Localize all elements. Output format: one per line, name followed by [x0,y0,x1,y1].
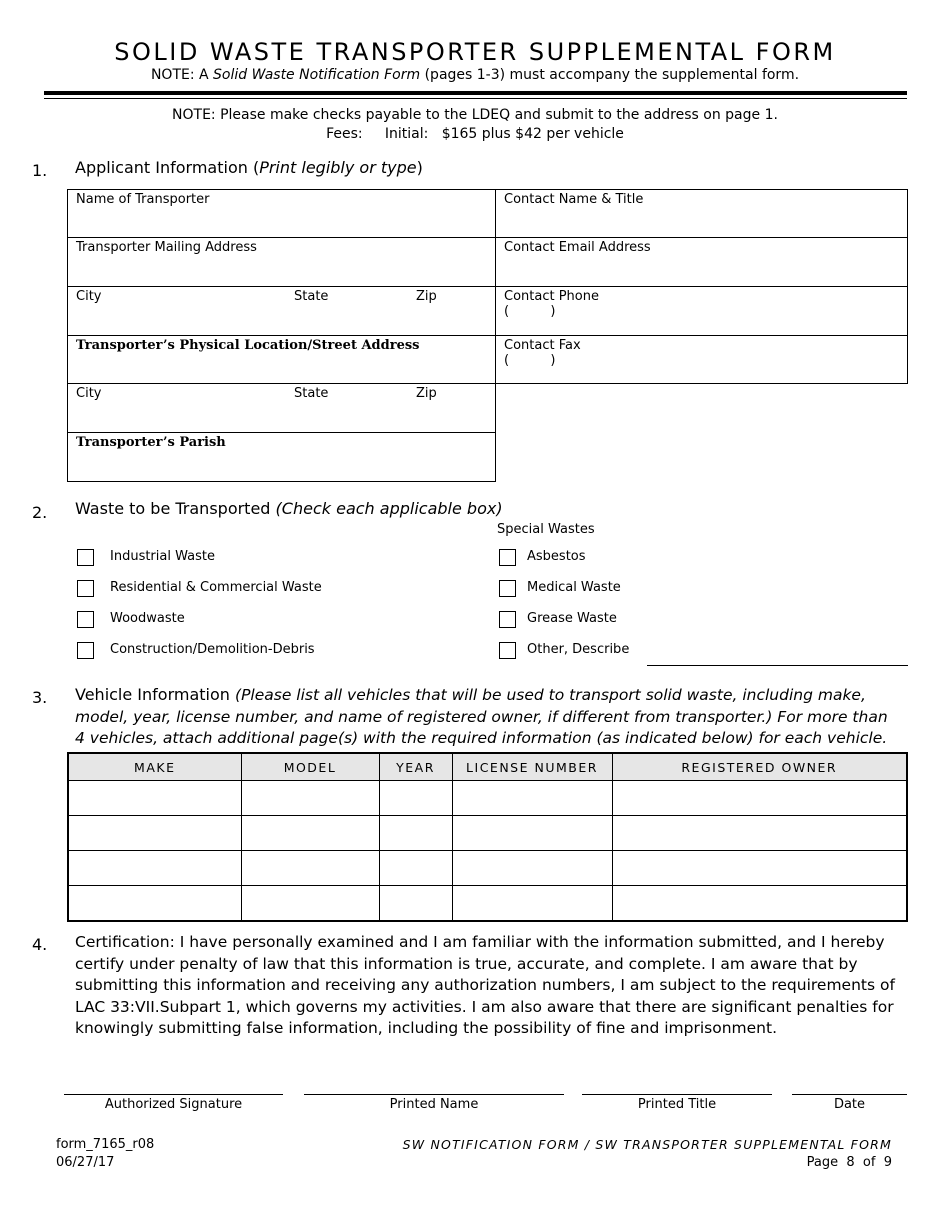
license-cell[interactable] [452,851,612,886]
physical-city-state-zip-field[interactable]: City State Zip [67,383,496,433]
model-cell[interactable] [241,816,379,851]
header-rule-thick [44,91,907,95]
section2-number: 2. [32,503,48,522]
license-cell[interactable] [452,781,612,816]
checkbox-other[interactable] [499,642,516,659]
model-cell[interactable] [241,851,379,886]
header-rule-thin [44,98,907,99]
year-cell[interactable] [379,886,452,922]
model-cell[interactable] [241,886,379,922]
table-row [68,816,907,851]
label-residential-commercial-waste: Residential & Commercial Waste [110,580,322,595]
checkbox-construction-demolition-debris[interactable] [77,642,94,659]
column-registered-owner: REGISTERED OWNER [612,753,907,781]
column-model: MODEL [241,753,379,781]
year-cell[interactable] [379,816,452,851]
license-cell[interactable] [452,886,612,922]
table-row [68,781,907,816]
section3-heading: Vehicle Information (Please list all vehicles that will be used to transport solid waste, including make, model, year, license number, and name of registered owner, if different from transporter.) For more than 4 vehicles, attach additional page(s) with the required information (as indicated below) for each vehicle. [75,685,888,747]
physical-address-field[interactable]: Transporter’s Physical Location/Street Address [67,335,496,384]
contact-fax-field[interactable]: Contact Fax ( ) [495,335,908,384]
payment-note [0,106,950,144]
certification-text: Certification: I have personally examined and I am familiar with the information submitted, and I hereby certify under penalty of law that this information is true, accurate, and complete. I am aware that by submitting this information and receiving any authorization numbers, I am subject to the requirements of LAC 33:VII.Subpart 1, which governs my activities. I am also aware that there are significant penalties for knowingly submitting false information, including the possibility of fine and imprisonment. [75,933,895,1037]
model-cell[interactable] [241,781,379,816]
checkbox-grease-waste[interactable] [499,611,516,628]
license-cell[interactable] [452,816,612,851]
make-cell[interactable] [68,851,241,886]
transporter-name-field[interactable]: Name of Transporter [67,189,496,238]
mailing-city-state-zip-field[interactable]: City State Zip [67,286,496,336]
parish-field[interactable]: Transporter’s Parish [67,432,496,482]
signature-line[interactable] [64,1094,283,1095]
form-title: SOLID WASTE TRANSPORTER SUPPLEMENTAL FORM [114,38,836,66]
make-cell[interactable] [68,886,241,922]
table-row [68,851,907,886]
contact-name-field[interactable]: Contact Name & Title [495,189,908,238]
make-cell[interactable] [68,781,241,816]
section3-number: 3. [32,688,48,707]
checkbox-industrial-waste[interactable] [77,549,94,566]
page-number: Page 8 of 9 [806,1155,892,1170]
label-construction-demolition-debris: Construction/Demolition-Debris [110,642,315,657]
checkbox-medical-waste[interactable] [499,580,516,597]
label-asbestos: Asbestos [527,549,586,564]
label-authorized-signature: Authorized Signature [104,1097,243,1112]
make-cell[interactable] [68,816,241,851]
special-wastes-heading: Special Wastes [497,522,595,537]
mailing-address-field[interactable]: Transporter Mailing Address [67,237,496,287]
contact-phone-field[interactable]: Contact Phone ( ) [495,286,908,336]
year-cell[interactable] [379,781,452,816]
footer-form-title: SW NOTIFICATION FORM / SW TRANSPORTER SUPPLEMENTAL FORM [402,1137,892,1152]
checkbox-woodwaste[interactable] [77,611,94,628]
owner-cell[interactable] [612,886,907,922]
column-year: YEAR [379,753,452,781]
label-grease-waste: Grease Waste [527,611,617,626]
section1-heading: Applicant Information (Print legibly or type) [75,158,423,177]
label-date: Date [833,1097,866,1112]
form-date: 06/27/17 [56,1155,115,1170]
column-make: MAKE [68,753,241,781]
other-describe-line[interactable] [647,665,908,666]
section2-heading: Waste to be Transported (Check each applicable box) [75,499,503,518]
contact-email-field[interactable]: Contact Email Address [495,237,908,287]
section1-number: 1. [32,161,48,180]
label-printed-title: Printed Title [637,1097,717,1112]
section4-number: 4. [32,935,48,954]
column-license-number: LICENSE NUMBER [452,753,612,781]
payment-instructions: NOTE: Please make checks payable to the LDEQ and submit to the address on page 1. [172,107,778,123]
date-line[interactable] [792,1094,907,1095]
owner-cell[interactable] [612,816,907,851]
vehicle-table [67,752,908,922]
checkbox-asbestos[interactable] [499,549,516,566]
printed-title-line[interactable] [582,1094,772,1095]
notification-note: NOTE: A Solid Waste Notification Form (pages 1-3) must accompany the supplemental form. [150,67,800,83]
vehicle-table-header [68,753,907,781]
year-cell[interactable] [379,851,452,886]
label-industrial-waste: Industrial Waste [110,549,215,564]
form-id: form_7165_r08 [56,1137,155,1152]
fees-line: Fees: Initial: $165 plus $42 per vehicle [326,126,624,142]
label-other-describe: Other, Describe [527,642,630,657]
table-row [68,886,907,922]
owner-cell[interactable] [612,851,907,886]
checkbox-residential-commercial-waste[interactable] [77,580,94,597]
owner-cell[interactable] [612,781,907,816]
label-printed-name: Printed Name [389,1097,479,1112]
printed-name-line[interactable] [304,1094,564,1095]
label-medical-waste: Medical Waste [527,580,621,595]
label-woodwaste: Woodwaste [110,611,185,626]
